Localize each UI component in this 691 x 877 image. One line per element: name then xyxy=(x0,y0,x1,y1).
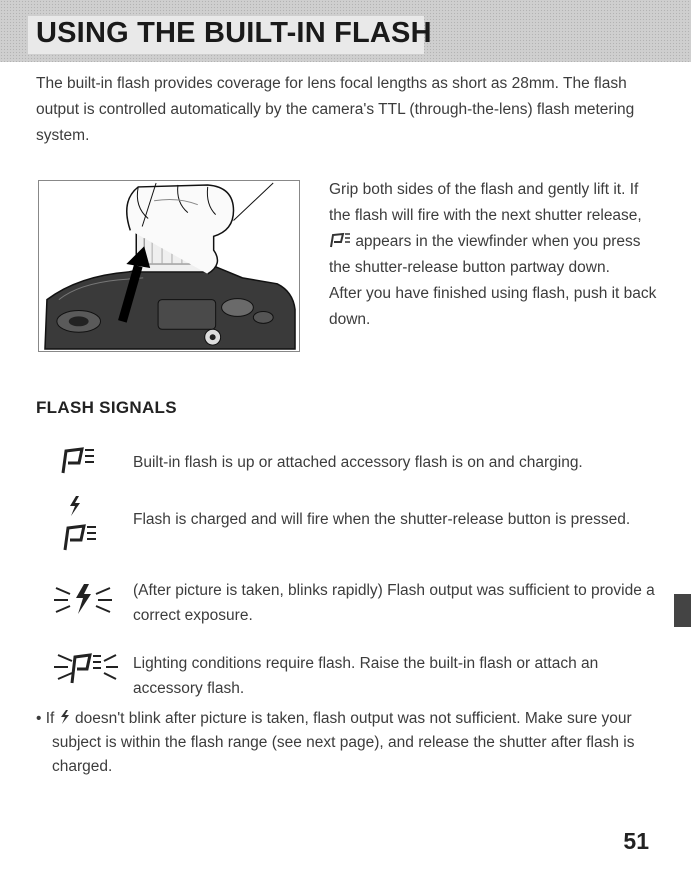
instruction-text xyxy=(329,177,661,333)
camera-illustration-drawing xyxy=(39,181,299,351)
signal-description-2: Flash is charged and will fire when the shutter-release button is pressed. xyxy=(133,511,631,528)
instruction-paragraph xyxy=(329,177,661,281)
flash-blinking-icon xyxy=(52,580,114,618)
flash-note: • If doesn't blink after picture is taken, flash output was not sufficient. Make sure your subject is within the flash range (see next page), and release the shutter after flash is charged. xyxy=(36,710,635,775)
signal-description-1: Built-in flash is up or attached accessory flash is on and charging. xyxy=(133,454,583,471)
flash-charged-icon xyxy=(62,494,98,552)
camera-flash-illustration xyxy=(38,180,300,352)
page-number: 51 xyxy=(623,828,649,854)
section-tab xyxy=(674,594,691,627)
note-text-before-icon: If xyxy=(45,710,55,727)
signal-description-3: (After picture is taken, blinks rapidly) Flash output was sufficient to provide a correct exposure. xyxy=(133,582,655,624)
flash-signals-heading: FLASH SIGNALS xyxy=(36,398,177,417)
note-text-after-icon: doesn't blink after picture is taken, flash output was not sufficient. Make sure your subject is within the flash range (see next page), and release the shutter after flash is charged. xyxy=(52,710,635,775)
flash-recommended-icon xyxy=(52,647,120,687)
instruction-push-down: After you have finished using flash, push it back down. xyxy=(329,285,657,328)
instruction-text-after-icon: appears in the viewfinder when you press the shutter-release button partway down. xyxy=(329,233,641,276)
page-title: USING THE BUILT-IN FLASH xyxy=(36,17,432,49)
instruction-text-before-icon: Grip both sides of the flash and gently lift it. If the flash will fire with the next shutter release, xyxy=(329,181,642,224)
flash-ready-icon xyxy=(60,445,96,475)
flash-charged-icon xyxy=(59,709,71,725)
intro-paragraph: The built-in flash provides coverage for lens focal lengths as short as 28mm. The flash output is controlled automatically by the camera's TTL (through-the-lens) flash metering system. xyxy=(36,75,635,144)
signal-description-4: Lighting conditions require flash. Raise the built-in flash or attach an accessory flash. xyxy=(133,655,599,697)
flash-ready-icon xyxy=(329,232,351,248)
